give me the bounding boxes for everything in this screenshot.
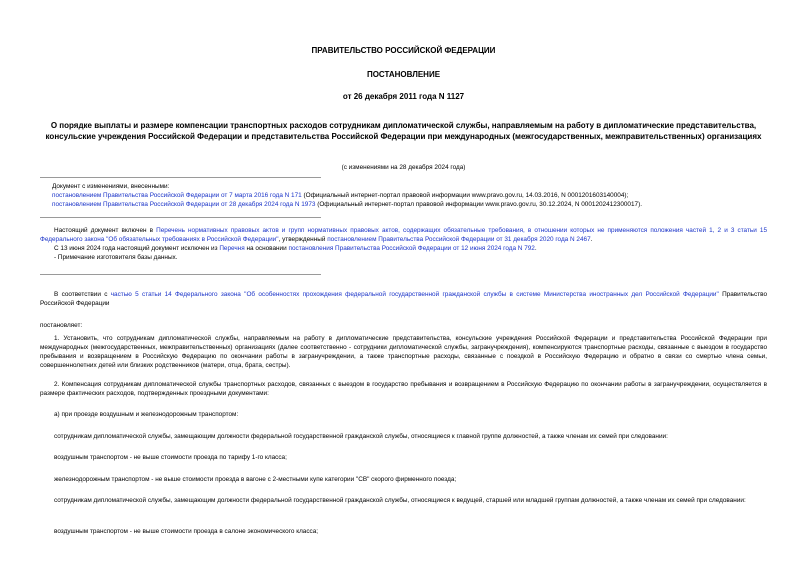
note-text: .: [590, 236, 593, 243]
paragraph-text: 2. Компенсация сотрудникам дипломатической службы транспортных расходов, связанных с выездом в государство пребывания и возвращением в Российскую Федерацию по окончании работы в загранучреждении, осуществляется в размере фактических расходов, подтвержденных проездными документами:: [40, 381, 767, 397]
postanovlenie-792-link[interactable]: постановления Правительства Российской Федерации от 12 июня 2024 года N 792: [288, 245, 535, 252]
paragraph-text: сотрудникам дипломатической службы, замещающим должности федеральной государственной гражданской службы, относящиеся к ведущей, старшей или младшей группам должностей, а также членам их семей при следовании:: [54, 497, 746, 504]
note-text: , утвержденный: [278, 236, 328, 243]
paragraph-air-first: [40, 453, 767, 462]
change-link[interactable]: постановлением Правительства Российской Федерации от 28 декабря 2024 года N 1973: [52, 201, 316, 208]
change-source: (Официальный интернет-портал правовой информации www.pravo.gov.ru, 30.12.2024, N 0001202412300017).: [315, 201, 643, 208]
note-text: на основании: [244, 245, 289, 252]
database-note: - Примечание изготовителя базы данных.: [54, 254, 178, 261]
preamble-part: В соответствии с: [54, 291, 111, 298]
preamble: [40, 290, 767, 308]
change-item: [52, 200, 767, 209]
exclusion-note: [40, 244, 767, 253]
federal-law-link[interactable]: частью 5 статьи 14 Федерального закона "Об особенностях прохождения федеральной государственной гражданской службы в системе Министерства иностранных дел Российской Федерации": [110, 291, 719, 298]
government-heading: ПРАВИТЕЛЬСТВО РОССИЙСКОЙ ФЕДЕРАЦИИ: [311, 46, 496, 55]
paragraph-text: железнодорожным транспортом - не выше стоимости проезда в вагоне с 2-местными купе категории "СВ" скорого фирменного поезда;: [54, 476, 457, 483]
paragraph-text: а) при проезде воздушным и железнодорожным транспортом:: [54, 411, 239, 418]
paragraph-senior: [40, 432, 767, 441]
paragraph-text: 1. Установить, что сотрудникам дипломатической службы, направляемым на работу в дипломатические представительства, консульские учреждения Российской Федерации и представительства Российской Федерации при международных (межгосударственных, межправительственных) организациях (далее соответственно - сотрудники дипломатической службы, загранучреждения), компенсируются транспортные расходы, связанные с выездом в государство пребывания и возвращением в Российскую Федерацию по окончании работы в загранучреждении, а также транспортные расходы, связанные с поездкой в Российскую Федерацию и обратно в связи со смертью члена семьи, совершеннолетних детей или близких родственников (матери, отца, брата, сестры).: [40, 335, 767, 369]
note-text: .: [534, 245, 537, 252]
paragraph-rail: [40, 475, 767, 484]
paragraph-2: [40, 380, 767, 398]
paragraph-text: сотрудникам дипломатической службы, замещающим должности федеральной государственной гражданской службы, относящиеся к главной группе должностей, а также членам их семей при следовании:: [54, 433, 668, 440]
inclusion-note: [40, 226, 767, 244]
change-link[interactable]: постановлением Правительства Российской Федерации от 7 марта 2016 года N 171: [52, 192, 302, 199]
change-item: [52, 191, 767, 200]
divider: [40, 177, 321, 178]
note-text: Настоящий документ включен в: [54, 227, 157, 234]
paragraph-text: воздушным транспортом - не выше стоимости проезда по тарифу 1-го класса;: [54, 454, 287, 461]
changes-intro: Документ с изменениями, внесенными:: [52, 183, 170, 190]
resolves-label: постановляет:: [40, 322, 83, 329]
perechen-link[interactable]: Перечень нормативных правовых актов и групп нормативных правовых актов, содержащих обязательные требования, в отношении которых не применяются положения частей 1, 2 и 3 статьи 15 Федерального закона "Об обязательных требованиях в Российской Федерации": [40, 227, 767, 243]
postanovlenie-2467-link[interactable]: постановлением Правительства Российской Федерации от 31 декабря 2020 года N 2467: [327, 236, 591, 243]
document-type-heading: ПОСТАНОВЛЕНИЕ: [366, 70, 441, 79]
preamble-part: Правительство Российской Федерации: [40, 291, 768, 307]
paragraph-text: воздушным транспортом - не выше стоимости проезда в салоне экономического класса;: [54, 528, 319, 535]
paragraph-air-economy: [40, 527, 767, 536]
paragraph-2a: [40, 410, 767, 419]
divider: [40, 217, 321, 218]
notes-block: [40, 226, 767, 262]
perechnya-link[interactable]: Перечня: [219, 245, 245, 252]
paragraph-junior: [40, 496, 767, 505]
document-title: О порядке выплаты и размере компенсации транспортных расходов сотрудникам дипломатической службы, направляемым на работу в дипломатические представительства, консульские учреждения Российской Федерации и представительства Российской Федерации при международных (межгосударственных, межправительственных) организациях: [45, 121, 762, 141]
divider: [40, 274, 321, 275]
note-text: С 13 июня 2024 года настоящий документ исключен из: [54, 245, 220, 252]
date-number-heading: от 26 декабря 2011 года N 1127: [342, 92, 465, 101]
changes-block: [52, 182, 767, 209]
preamble-text: [40, 290, 767, 308]
amendments-date: (с изменениями на 28 декабря 2024 года): [341, 164, 466, 171]
paragraph-1: [40, 334, 767, 370]
change-source: (Официальный интернет-портал правовой информации www.pravo.gov.ru, 14.03.2016, N 0001201603140004);: [301, 192, 629, 199]
